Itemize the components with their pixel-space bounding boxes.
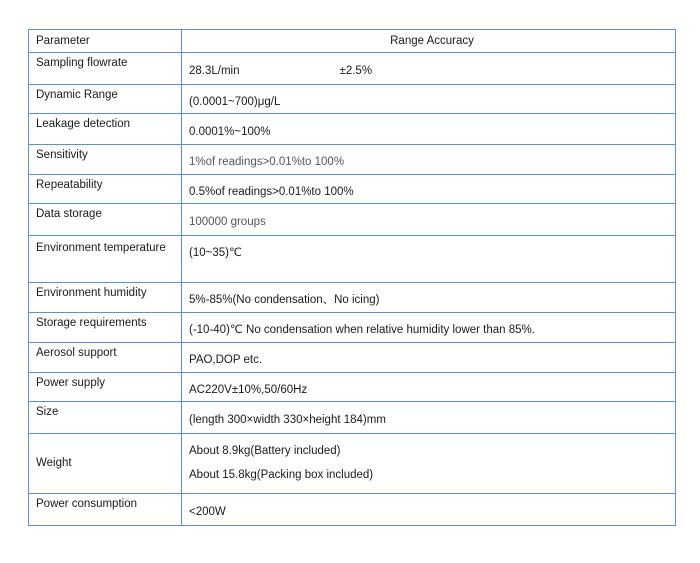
table-row (29, 145, 676, 175)
param-label: Environment humidity (29, 283, 182, 313)
table-header-row (29, 30, 676, 53)
table-row (29, 204, 676, 236)
table-row (29, 114, 676, 145)
param-label: Repeatability (29, 175, 182, 204)
param-label: Weight (29, 434, 182, 494)
table-row (29, 343, 676, 373)
weight-line-1: About 8.9kg(Battery included) (189, 445, 341, 457)
param-value: 100000 groups (182, 204, 676, 236)
param-label: Leakage detection (29, 114, 182, 145)
param-value: <200W (182, 494, 676, 526)
table-row (29, 313, 676, 343)
param-value: 0.5%of readings>0.01%to 100% (182, 175, 676, 204)
table-row (29, 373, 676, 402)
param-value: 0.0001%~100% (182, 114, 676, 145)
table-row (29, 402, 676, 434)
param-label: Size (29, 402, 182, 434)
table-row (29, 494, 676, 526)
param-value: PAO,DOP etc. (182, 343, 676, 373)
param-label: Power consumption (29, 494, 182, 526)
param-value: 5%-85%(No condensation、No icing) (182, 283, 676, 313)
param-label: Dynamic Range (29, 85, 182, 114)
table-row (29, 85, 676, 114)
header-parameter: Parameter (29, 30, 182, 53)
param-value: (-10-40)℃ No condensation when relative humidity lower than 85%. (182, 313, 676, 343)
accuracy-text: ±2.5% (339, 65, 373, 77)
param-label: Storage requirements (29, 313, 182, 343)
table-row (29, 236, 676, 283)
param-label: Sensitivity (29, 145, 182, 175)
param-value: (10~35)℃ (182, 236, 676, 283)
value-text: 28.3L/min (189, 65, 240, 77)
param-value: (length 300×width 330×height 184)mm (182, 402, 676, 434)
param-label: Sampling flowrate (29, 53, 182, 85)
param-value: AC220V±10%,50/60Hz (182, 373, 676, 402)
param-value: 1%of readings>0.01%to 100% (182, 145, 676, 175)
param-label: Data storage (29, 204, 182, 236)
param-label: Power supply (29, 373, 182, 402)
param-value (182, 434, 676, 494)
header-range-accuracy: Range Accuracy (182, 30, 676, 53)
param-value (182, 53, 676, 85)
param-value: (0.0001~700)μg/L (182, 85, 676, 114)
spec-table (28, 29, 676, 526)
table-row (29, 53, 676, 85)
table-row (29, 283, 676, 313)
param-label: Environment temperature (29, 236, 182, 283)
param-label: Aerosol support (29, 343, 182, 373)
weight-line-2: About 15.8kg(Packing box included) (189, 469, 374, 481)
table-row (29, 434, 676, 494)
table-row (29, 175, 676, 204)
